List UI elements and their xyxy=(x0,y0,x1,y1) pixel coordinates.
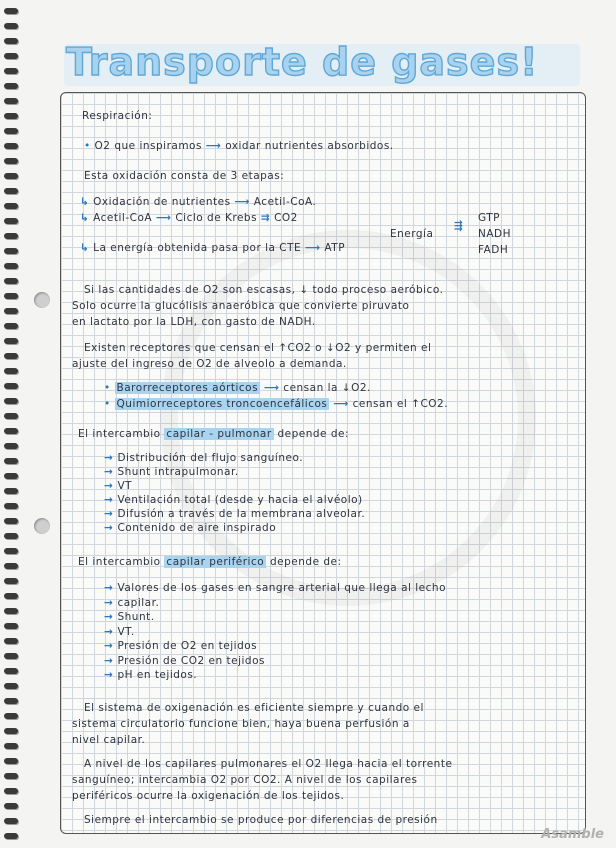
spiral-ring xyxy=(4,593,18,599)
list-item-text: Presión de CO2 en tejidos xyxy=(117,654,265,667)
page-title: Transporte de gases! xyxy=(66,40,539,84)
list-item-text: capilar. xyxy=(117,596,160,609)
para-3-line: nivel capilar. xyxy=(72,734,146,746)
spiral-ring xyxy=(4,83,18,89)
spiral-ring xyxy=(4,278,18,284)
stages-intro: Esta oxidación consta de 3 etapas: xyxy=(84,170,285,182)
list-item-text: Difusión a través de la membrana alveolar. xyxy=(117,508,366,520)
spiral-ring xyxy=(4,563,18,569)
receptor-action: censan la ↓O2. xyxy=(283,382,371,394)
spiral-ring xyxy=(4,668,18,674)
heading-highlight: capilar - pulmonar xyxy=(166,428,272,440)
spiral-ring xyxy=(4,293,18,299)
arrow-icon: → xyxy=(104,480,118,492)
spiral-ring xyxy=(4,638,18,644)
list-item xyxy=(104,480,132,492)
para-4-line: A nivel de los capilares pulmonares el O2 llega hacia el torrente xyxy=(84,758,453,770)
spiral-ring xyxy=(4,323,18,329)
spiral-ring xyxy=(4,623,18,629)
spiral-ring xyxy=(4,473,18,479)
heading-post: depende de: xyxy=(270,556,342,568)
spiral-ring xyxy=(4,173,18,179)
punch-hole-top xyxy=(34,292,50,308)
arrow-icon: → xyxy=(104,466,118,478)
spiral-ring xyxy=(4,833,18,839)
list-item-text: Shunt intrapulmonar. xyxy=(117,466,239,478)
heading-post: depende de: xyxy=(277,428,350,440)
arrow-icon: ⇉ xyxy=(260,212,271,224)
heading-highlight: capilar periférico xyxy=(166,556,265,568)
stage-2-mid: Ciclo de Krebs xyxy=(175,212,258,224)
stage-1-left: Oxidación de nutrientes xyxy=(93,196,231,208)
arrow-icon: → xyxy=(104,669,118,681)
arrow-icon: ⟶ xyxy=(234,196,250,208)
spiral-ring xyxy=(4,743,18,749)
list-item-text: VT xyxy=(117,480,133,492)
arrow-icon: ↳ xyxy=(80,242,90,254)
list-item xyxy=(104,640,257,652)
spiral-ring xyxy=(4,203,18,209)
watermark-text: Asamble xyxy=(541,827,604,842)
gtp-label: GTP xyxy=(478,212,501,224)
section-heading: Respiración: xyxy=(82,110,153,122)
capilar-periferico-heading xyxy=(78,556,342,568)
spiral-ring xyxy=(4,338,18,344)
receptor-item xyxy=(104,382,371,394)
fadh-label: FADH xyxy=(478,244,509,256)
para-5-line: Siempre el intercambio se produce por diferencias de presión xyxy=(84,814,438,826)
spiral-ring xyxy=(4,758,18,764)
spiral-ring xyxy=(4,698,18,704)
spiral-ring xyxy=(4,578,18,584)
arrow-icon: → xyxy=(104,654,118,667)
para-2-line: Existen receptores que censan el ↑CO2 o ↓O2 y permiten el xyxy=(84,342,432,354)
arrow-icon: → xyxy=(104,640,118,652)
arrow-icon: ⟶ xyxy=(205,140,222,152)
spiral-ring xyxy=(4,53,18,59)
list-item-text: Valores de los gases en sangre arterial que llega al lecho xyxy=(117,582,446,594)
para-1-line: en lactato por la LDH, con gasto de NADH. xyxy=(72,316,316,328)
spiral-ring xyxy=(4,383,18,389)
energia-label: Energía xyxy=(390,228,434,240)
spiral-ring xyxy=(4,68,18,74)
spiral-ring xyxy=(4,713,18,719)
spiral-ring xyxy=(4,728,18,734)
arrow-icon: ⟶ xyxy=(333,398,349,410)
spiral-ring xyxy=(4,548,18,554)
spiral-ring xyxy=(4,818,18,824)
list-item xyxy=(104,452,303,464)
receptor-action: censan el ↑CO2. xyxy=(352,398,449,410)
list-item-text: Shunt. xyxy=(117,611,155,623)
spiral-ring xyxy=(4,503,18,509)
para-4-line: periféricos ocurre la oxigenación de los tejidos. xyxy=(72,790,345,802)
list-item xyxy=(104,582,446,594)
list-item xyxy=(104,655,265,667)
spiral-binding xyxy=(0,0,22,848)
bullet-line xyxy=(84,140,394,152)
list-item xyxy=(104,626,135,638)
spiral-ring xyxy=(4,308,18,314)
spiral-ring xyxy=(4,143,18,149)
spiral-ring xyxy=(4,158,18,164)
arrow-icon: ⟶ xyxy=(305,242,321,254)
spiral-ring xyxy=(4,488,18,494)
spiral-ring xyxy=(4,38,18,44)
arrow-icon: → xyxy=(104,508,118,520)
list-item xyxy=(104,494,363,506)
spiral-ring xyxy=(4,458,18,464)
co2-label: CO2 xyxy=(274,212,298,224)
list-item-text: Presión de O2 en tejidos xyxy=(117,640,258,652)
bullet-left: O2 que inspiramos xyxy=(94,140,202,152)
stage-3-right: ATP xyxy=(324,242,346,254)
spiral-ring xyxy=(4,683,18,689)
arrow-icon: → xyxy=(104,522,118,534)
list-item xyxy=(104,597,159,609)
receptor-item xyxy=(104,398,448,410)
spiral-ring xyxy=(4,608,18,614)
para-2-line: ajuste del ingreso de O2 de alveolo a demanda. xyxy=(72,358,347,370)
receptor-name: Barorreceptores aórticos xyxy=(116,382,259,394)
spiral-ring xyxy=(4,788,18,794)
arrow-icon: → xyxy=(104,611,118,623)
list-item-text: Contenido de aire inspirado xyxy=(117,522,277,534)
heading-pre: El intercambio xyxy=(78,556,161,568)
spiral-ring xyxy=(4,368,18,374)
list-item xyxy=(104,508,365,520)
capilar-pulmonar-heading xyxy=(78,428,349,440)
list-item-text: VT. xyxy=(117,625,135,638)
spiral-ring xyxy=(4,233,18,239)
bullet-icon: • xyxy=(84,140,91,152)
spiral-ring xyxy=(4,218,18,224)
arrow-icon: → xyxy=(104,596,118,609)
spiral-ring xyxy=(4,113,18,119)
list-item-text: Distribución del flujo sanguíneo. xyxy=(117,452,304,464)
stage-1 xyxy=(80,196,316,208)
bullet-icon: • xyxy=(104,398,111,410)
spiral-ring xyxy=(4,248,18,254)
arrow-icon: ⟶ xyxy=(263,382,280,394)
nadh-label: NADH xyxy=(478,228,512,240)
spiral-ring xyxy=(4,803,18,809)
spiral-ring xyxy=(4,128,18,134)
spiral-ring xyxy=(4,653,18,659)
spiral-ring xyxy=(4,188,18,194)
list-item xyxy=(104,522,276,534)
para-3-line: El sistema de oxigenación es eficiente siempre y cuando el xyxy=(84,702,424,714)
spiral-ring xyxy=(4,773,18,779)
spiral-ring xyxy=(4,8,18,14)
para-3-line: sistema circulatorio funcione bien, haya buena perfusión a xyxy=(72,718,410,730)
stage-3-left: La energía obtenida pasa por la CTE xyxy=(93,242,302,254)
stage-2-left: Acetil-CoA xyxy=(93,212,153,224)
spiral-ring xyxy=(4,98,18,104)
arrow-icon: → xyxy=(104,452,118,464)
para-1-line: Solo ocurre la glucólisis anaeróbica que convierte piruvato xyxy=(72,300,410,312)
spiral-ring xyxy=(4,443,18,449)
arrow-icon: → xyxy=(104,494,118,506)
bullet-icon: • xyxy=(104,382,111,394)
stage-3 xyxy=(80,242,345,254)
arrow-icon: ⟶ xyxy=(155,212,172,224)
list-item-text: Ventilación total (desde y hacia el alvéolo) xyxy=(117,494,363,506)
punch-hole-bottom xyxy=(34,518,50,534)
arrow-icon: ↳ xyxy=(80,196,90,208)
list-item xyxy=(104,466,239,478)
arrow-icon: → xyxy=(104,625,118,638)
branch-arrow-icon: ⇶ xyxy=(454,220,464,232)
spiral-ring xyxy=(4,23,18,29)
stage-1-right: Acetil-CoA. xyxy=(253,196,317,208)
spiral-ring xyxy=(4,413,18,419)
spiral-ring xyxy=(4,533,18,539)
spiral-ring xyxy=(4,353,18,359)
spiral-ring xyxy=(4,398,18,404)
list-item xyxy=(104,669,197,681)
heading-pre: El intercambio xyxy=(78,428,161,440)
arrow-icon: → xyxy=(104,582,118,594)
para-1-line: Si las cantidades de O2 son escasas, ↓ todo proceso aeróbico. xyxy=(84,284,444,296)
arrow-icon: ↳ xyxy=(80,212,90,224)
spiral-ring xyxy=(4,518,18,524)
bullet-right: oxidar nutrientes absorbidos. xyxy=(225,140,394,152)
spiral-ring xyxy=(4,263,18,269)
stage-2 xyxy=(80,212,298,224)
list-item-text: pH en tejidos. xyxy=(117,669,198,681)
list-item xyxy=(104,611,155,623)
receptor-name: Quimiorreceptores troncoencefálicos xyxy=(116,398,328,410)
spiral-ring xyxy=(4,428,18,434)
para-4-line: sanguíneo; intercambia O2 por CO2. A nivel de los capilares xyxy=(72,774,418,786)
